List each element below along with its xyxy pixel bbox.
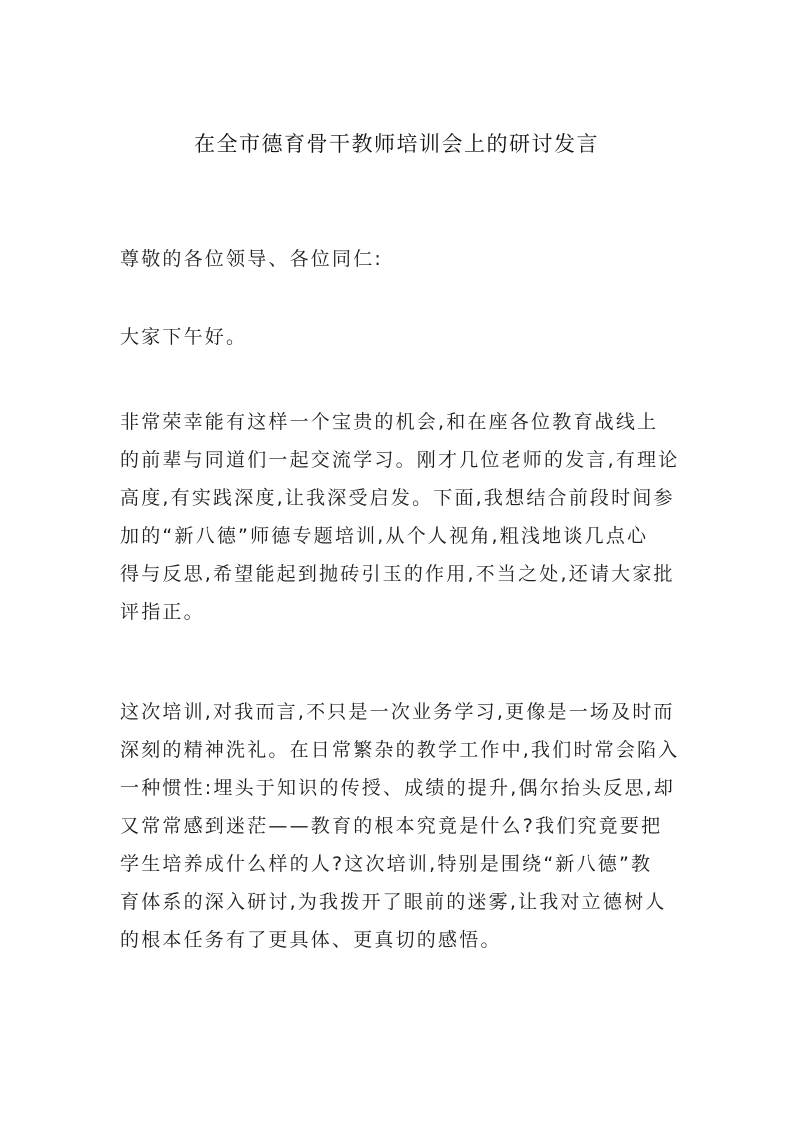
paragraph-line: 又常常感到迷茫——教育的根本究竟是什么?我们究竟要把 [120,815,663,837]
paragraph-line: 学生培养成什么样的人?这次培训,特别是围绕“新八德”教 [120,853,653,875]
salutation [120,240,690,278]
paragraph-1 [120,403,690,631]
paragraph-line: 加的“新八德”师德专题培训,从个人视角,粗浅地谈几点心 [120,525,649,547]
paragraph-line: 一种惯性:埋头于知识的传授、成绩的提升,偶尔抬头反思,却 [120,777,676,799]
paragraph-line: 深刻的精神洗礼。在日常繁杂的教学工作中,我们时常会陷入 [120,739,680,761]
greeting-text: 大家下午好。 [120,326,248,348]
paragraph-line: 的根本任务有了更具体、更真切的感悟。 [120,929,502,951]
salutation-text: 尊敬的各位领导、各位同仁: [120,248,384,270]
paragraph-line: 高度,有实践深度,让我深受启发。下面,我想结合前段时间参 [120,487,675,509]
paragraph-line: 评指正。 [120,601,205,623]
paragraph-line: 非常荣幸能有这样一个宝贵的机会,和在座各位教育战线上 [120,411,659,433]
paragraph-line: 的前辈与同道们一起交流学习。刚才几位老师的发言,有理论 [120,449,680,471]
paragraph-2 [120,693,690,959]
greeting [120,318,690,356]
paragraph-line: 这次培训,对我而言,不只是一次业务学习,更像是一场及时而 [120,701,675,723]
paragraph-line: 得与反思,希望能起到抛砖引玉的作用,不当之处,还请大家批 [120,563,675,585]
paragraph-line: 育体系的深入研讨,为我拨开了眼前的迷雾,让我对立德树人 [120,891,667,913]
document-title: 在全市德育骨干教师培训会上的研讨发言 [194,132,599,156]
